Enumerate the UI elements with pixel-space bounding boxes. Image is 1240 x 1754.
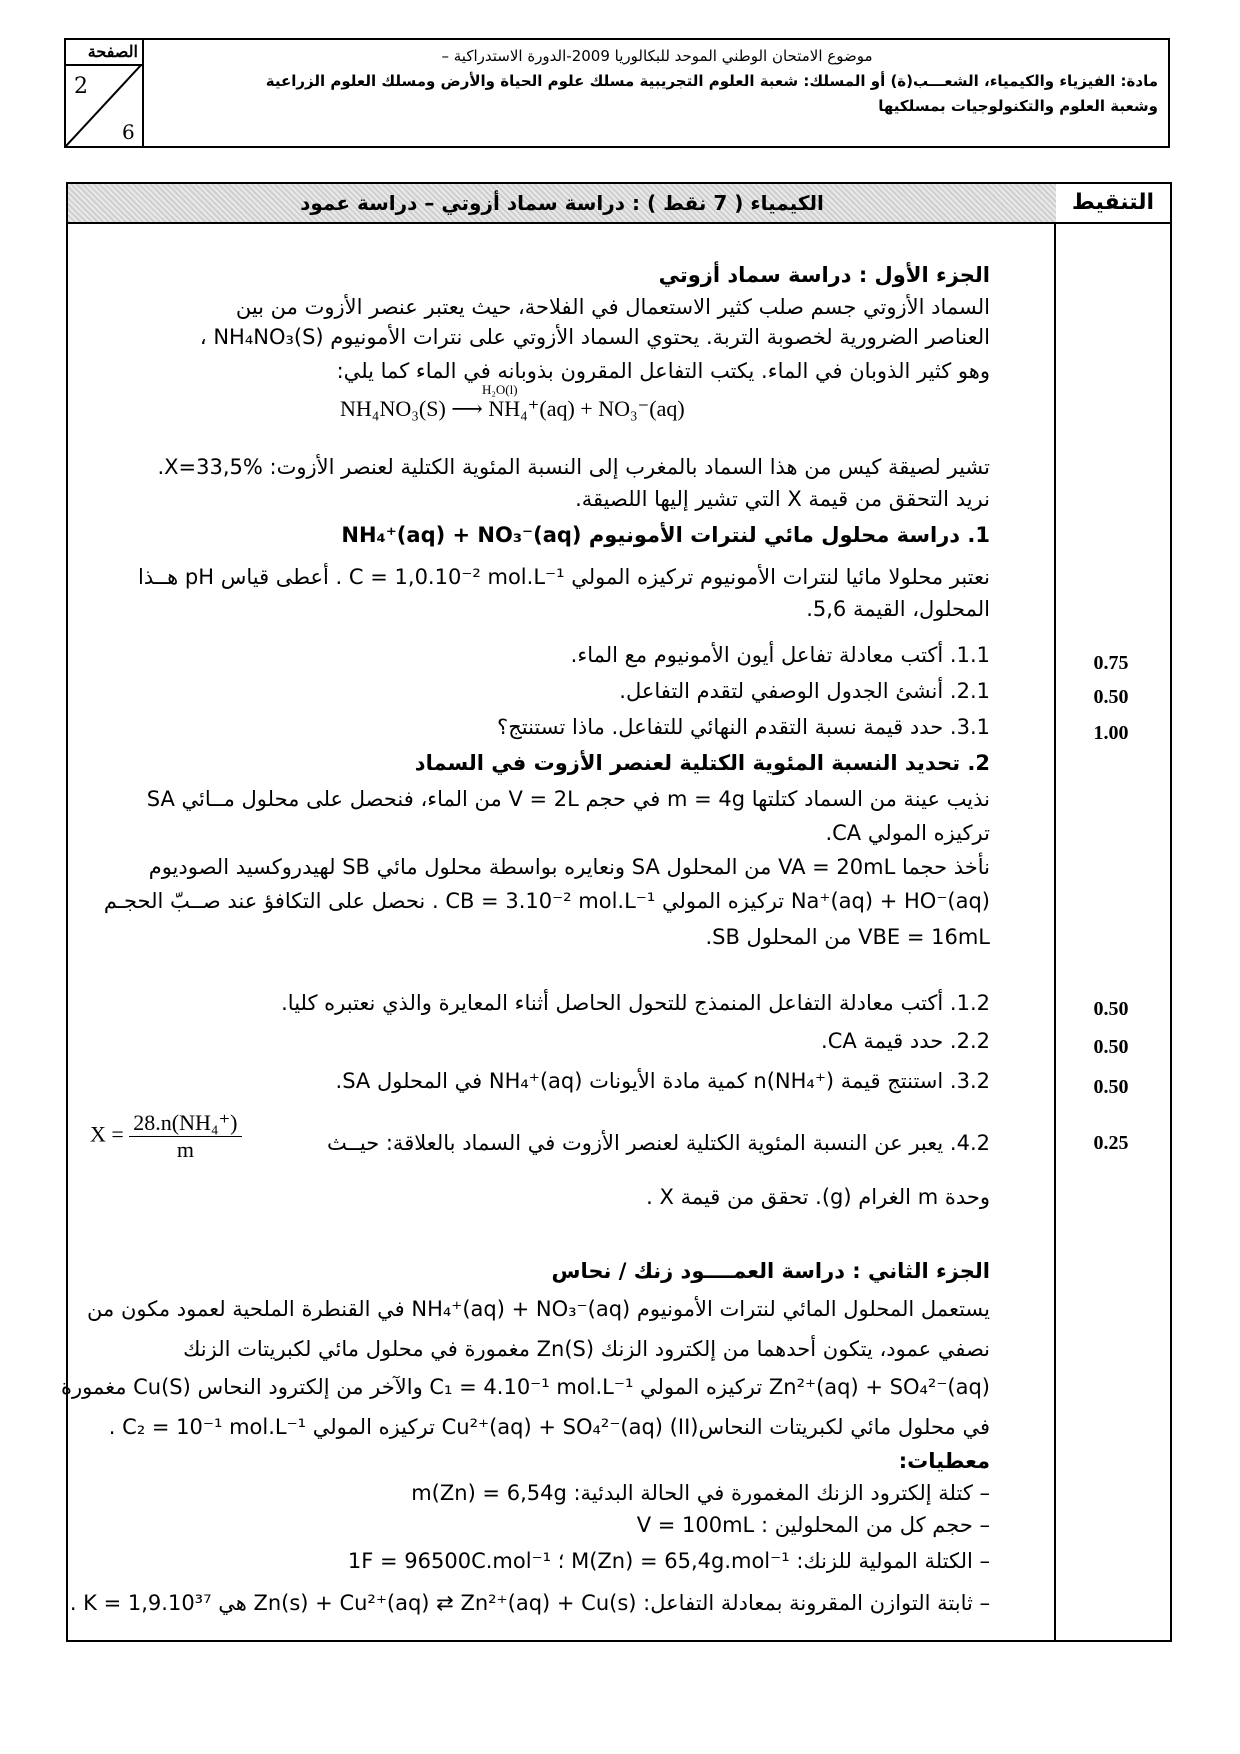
points-3-1: 1.00 [1093,722,1129,744]
text-line: Zn²⁺(aq) + SO₄²⁻(aq) تركيزه المولي C₁ = 4.10⁻¹ mol.L⁻¹ والآخر من إلكترود النحاس Cu(S) مغمورة [60,1375,990,1399]
givens-title: معطيات: [898,1449,990,1473]
subject-line: مادة: الفيزياء والكيمياء، الشعـــب(ة) أو المسلك: شعبة العلوم التجريبية مسلك علوم الحياة والأرض ومسلك العلوم الزراعية [265,72,1158,90]
question-4-2: 4.2. يعبر عن النسبة المئوية الكتلية لعنصر الأزوت في السماد بالعلاقة: حيــث [326,1131,990,1155]
text-line: نذيب عينة من السماد كتلتها m = 4g في حجم V = 2L من الماء، فنحصل على محلول مــائي SA [146,787,990,811]
question-3-1: 3.1. حدد قيمة نسبة التقدم النهائي للتفاعل. ماذا تستنتج؟ [497,715,990,739]
question-3-2: 3.2. استنتج قيمة n(NH₄⁺) كمية مادة الأيونات NH₄⁺(aq) في المحلول SA. [335,1069,990,1093]
dissolution-equation [340,382,685,422]
text-line: تشير لصيقة كيس من هذا السماد بالمغرب إلى النسبة المئوية الكتلية لعنصر الأزوت: X=33,5%. [157,455,990,479]
text-line: Na⁺(aq) + HO⁻(aq) تركيزه المولي CB = 3.10⁻² mol.L⁻¹ . نحصل على التكافؤ عند صــبّ الحجـم [103,889,990,913]
x-formula [90,1110,242,1163]
page-label: الصفحة [87,42,138,61]
question-2-2: 2.2. حدد قيمة CA. [821,1029,990,1053]
exam-title: موضوع الامتحان الوطني الموحد للبكالوريا 2009-الدورة الاستدراكية – [441,47,873,65]
formula-lhs: X = [90,1121,124,1147]
header-text [156,44,1158,119]
text-line: نعتبر محلولا مائيا لنترات الأمونيوم تركيزه المولي C = 1,0.10⁻² mol.L⁻¹ . أعطى قياس pH هــذا [137,565,990,589]
given-item: – الكتلة المولية للزنك: M(Zn) = 65,4g.mol⁻¹ ؛ 1F = 96500C.mol⁻¹ [347,1549,990,1573]
points-4-2: 0.25 [1093,1132,1129,1154]
question-2-1: 2.1. أنشئ الجدول الوصفي لتقدم التفاعل. [619,679,990,703]
text-line: تركيزه المولي CA. [825,821,990,845]
equation-text: NH₄NO₃(S) ⟶ NH₄⁺(aq) + NO₃⁻(aq) [340,396,685,421]
text-line: السماد الأزوتي جسم صلب كثير الاستعمال في الفلاحة، حيث يعتبر عنصر الأزوت من بين [235,295,990,319]
text-line: المحلول، القيمة 5,6. [806,597,990,621]
subject-line-2: وشعبة العلوم والتكنولوجيات بمسلكيها [878,97,1158,115]
page-number-box [66,40,144,146]
subsection-title: 2. تحديد النسبة المئوية الكتلية لعنصر الأزوت في السماد [414,751,990,775]
text-line: نريد التحقق من قيمة X التي تشير إليها اللصيقة. [575,487,990,511]
text-line: يستعمل المحلول المائي لنترات الأمونيوم NH₄⁺(aq) + NO₃⁻(aq) في القنطرة الملحية لعمود مكون من [87,1297,990,1321]
given-item: – ثابتة التوازن المقرونة بمعادلة التفاعل: Zn(s) + Cu²⁺(aq) ⇄ Zn²⁺(aq) + Cu(s) هي K = 1,9.10³⁷ . [69,1591,990,1615]
points-2-2: 0.50 [1093,1036,1129,1058]
fraction [129,1110,241,1163]
given-item: – حجم كل من المحلولين : V = 100mL [636,1513,990,1537]
arrow-label: H₂O(l) [482,382,518,397]
part1-title: الجزء الأول : دراسة سماد أزوتي [658,263,990,287]
text-line: وحدة m الغرام (g). تحقق من قيمة X . [646,1185,990,1209]
text-line: نصفي عمود، يتكون أحدهما من إلكترود الزنك Zn(S) مغمورة في محلول مائي لكبريتات الزنك [183,1337,990,1361]
points-1-1: 0.75 [1093,652,1129,674]
question-1-2: 1.2. أكتب معادلة التفاعل المنمذج للتحول الحاصل أثناء المعايرة والذي نعتبره كليا. [281,991,990,1015]
part2-title: الجزء الثاني : دراسة العمــــود زنك / نحاس [551,1259,990,1283]
fraction-denominator: m [176,1137,194,1162]
text-line: VBE = 16mL من المحلول SB. [705,925,990,949]
subsection-title: 1. دراسة محلول مائي لنترات الأمونيوم NH₄⁺(aq) + NO₃⁻(aq) [341,523,990,547]
text-line: وهو كثير الذوبان في الماء. يكتب التفاعل المقرون بذوبانه في الماء كما يلي: [336,359,990,383]
text-line: نأخذ حجما VA = 20mL من المحلول SA ونعايره بواسطة محلول مائي SB لهيدروكسيد الصوديوم [148,855,990,879]
points-2-1: 0.50 [1093,686,1129,708]
text-line: العناصر الضرورية لخصوبة التربة. يحتوي السماد الأزوتي على نترات الأمونيوم NH₄NO₃(S) ، [199,325,990,349]
grading-column [1054,184,1170,1640]
exam-header [64,38,1170,148]
question-1-1: 1.1. أكتب معادلة تفاعل أيون الأمونيوم مع الماء. [570,643,990,667]
grading-header: التنقيط [1056,184,1170,224]
given-item: – كتلة إلكترود الزنك المغمورة في الحالة البدئية: m(Zn) = 6,54g [411,1481,990,1505]
page-number: 2 [74,74,88,99]
page-total: 6 [122,120,135,144]
points-3-2: 0.50 [1093,1076,1129,1098]
points-1-2: 0.50 [1093,998,1129,1020]
text-line: في محلول مائي لكبريتات النحاس(II) Cu²⁺(aq) + SO₄²⁻(aq) تركيزه المولي C₂ = 10⁻¹ mol.L⁻¹ . [108,1415,990,1439]
section-title: الكيمياء ( 7 نقط ) : دراسة سماد أزوتي – دراسة عمود [68,184,1056,224]
fraction-numerator: 28.n(NH₄⁺) [129,1110,241,1137]
